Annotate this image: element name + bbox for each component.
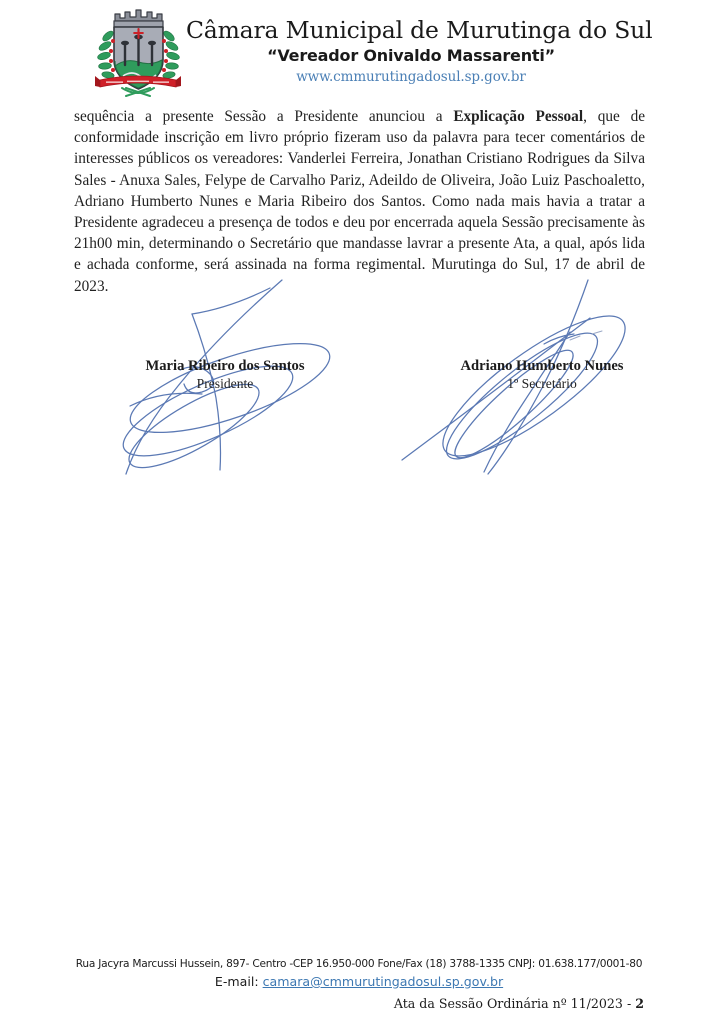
- letterhead-text: [186, 16, 653, 86]
- page-footer: [0, 957, 718, 990]
- paragraph-segment-2: , que de conformidade inscrição em livro próprio fizeram uso da palavra para tecer comentários de interesses públicos os vereadores: Vanderlei Ferreira, Jonathan Cristiano Rodrigues da Silva Sales - Anuxa Sales, Felype de Carvalho Pariz, Adeildo de Oliveira, João Luiz Paschoaletto, Adriano Humberto Nunes e Maria Ribeiro dos Santos. Como nada mais havia a tratar a Presidente agradeceu a presença de todos e deu por encerrada aquela Sessão precisamente às 21h00 min, determinando o Secretário que mandasse lavrar a presente Ata, a qual, após lida e achada conforme, será assinada na forma regimental. Murutinga do Sul, 17 de abril de 2023.: [74, 108, 646, 295]
- signatory-name: Adriano Humberto Nunes: [460, 358, 624, 374]
- signatory-role: 1º Secretário: [507, 376, 577, 391]
- paragraph-emphasis: Explicação Pessoal: [453, 108, 584, 125]
- organization-subtitle: “Vereador Onivaldo Massarenti”: [267, 46, 555, 66]
- signature-block-president: [70, 278, 380, 478]
- document-reference: [0, 996, 718, 1011]
- signatory-name: Maria Ribeiro dos Santos: [145, 358, 305, 374]
- minutes-paragraph: [74, 106, 645, 297]
- organization-title: Câmara Municipal de Murutinga do Sul: [186, 16, 653, 44]
- paragraph-segment-1: sequência a presente Sessão a Presidente anunciou a: [74, 108, 454, 125]
- letterhead: [0, 0, 718, 100]
- coat-of-arms-icon: [92, 4, 184, 100]
- document-reference-label: Ata da Sessão Ordinária nº 11/2023 -: [393, 996, 632, 1011]
- page-number: 2: [635, 996, 644, 1011]
- footer-address: Rua Jacyra Marcussi Hussein, 897- Centro -CEP 16.950-000 Fone/Fax (18) 3788-1335 CNPJ: 01.638.177/0001-80: [75, 958, 643, 970]
- footer-email-line: [0, 974, 718, 990]
- organization-website-link[interactable]: www.cmmurutingadosul.sp.gov.br: [296, 69, 526, 86]
- signature-block-secretary: [392, 278, 692, 478]
- footer-email-link[interactable]: camara@cmmurutingadosul.sp.gov.br: [262, 974, 504, 989]
- signature-caption-secretary: [392, 358, 692, 392]
- signature-caption-president: [70, 358, 380, 392]
- signatory-role: Presidente: [196, 376, 254, 391]
- footer-email-label: E-mail:: [214, 974, 259, 989]
